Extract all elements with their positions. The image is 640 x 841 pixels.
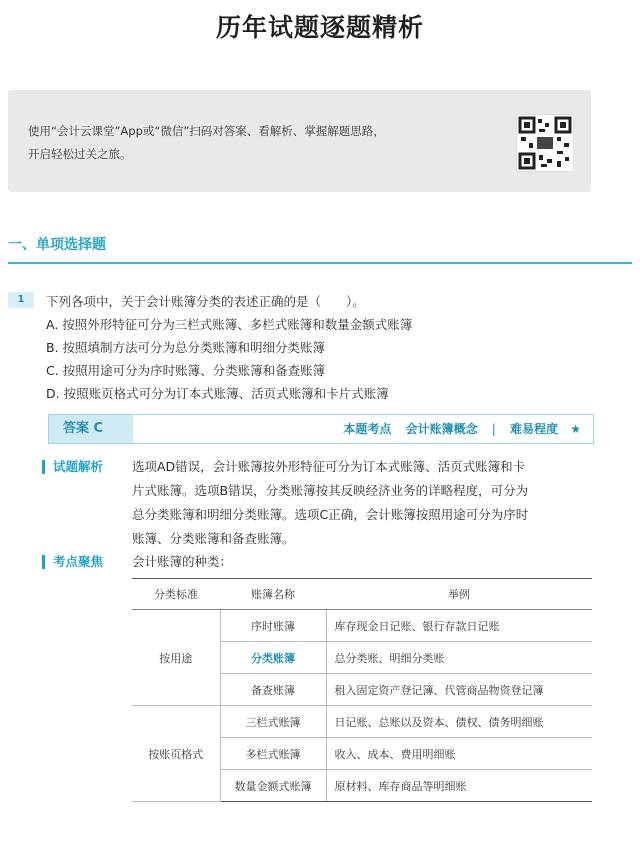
analysis-text bbox=[132, 455, 594, 551]
account-book-types-table bbox=[132, 578, 592, 802]
question-stem: 下列各项中，关于会计账簿分类的表述正确的是（ ）。 bbox=[46, 294, 365, 309]
book-name-cell: 分类账簿 bbox=[220, 642, 326, 674]
option-a: A. 按照外形特征可分为三栏式账簿、多栏式账簿和数量金额式账簿 bbox=[46, 317, 413, 332]
analysis-line: 片式账簿。选项B错误，分类账簿按其反映经济业务的详略程度，可分为 bbox=[132, 483, 529, 498]
option-c: C. 按照用途可分为序时账簿、分类账簿和备查账簿 bbox=[46, 363, 326, 378]
criterion-cell: 按用途 bbox=[132, 610, 220, 706]
criterion-cell: 按账页格式 bbox=[132, 706, 220, 802]
answer-bar bbox=[48, 414, 594, 444]
example-cell: 日记账、总账以及资本、债权、债务明细账 bbox=[326, 706, 592, 738]
intro-box bbox=[8, 90, 591, 192]
example-cell: 总分类账、明细分类账 bbox=[326, 642, 592, 674]
topic-value: 会计账簿概念 bbox=[405, 422, 478, 436]
answer-meta bbox=[343, 415, 581, 443]
book-name-cell: 备查账簿 bbox=[220, 674, 326, 706]
intro-line-2: 开启轻松过关之旅。 bbox=[28, 147, 132, 161]
question-number-badge: 1 bbox=[8, 292, 34, 308]
table-header-row bbox=[132, 579, 592, 610]
header-criterion: 分类标准 bbox=[132, 579, 220, 610]
header-book-name: 账簿名称 bbox=[220, 579, 326, 610]
section-title: 一、单项选择题 bbox=[8, 237, 106, 253]
table-row bbox=[132, 706, 592, 738]
intro-line-1: 使用“会计云课堂”App或“微信”扫码对答案、看解析、掌握解题思路， bbox=[28, 124, 385, 138]
option-d: D. 按照账页格式可分为订本式账簿、活页式账簿和卡片式账簿 bbox=[46, 386, 389, 401]
book-name-cell: 数量金额式账簿 bbox=[220, 770, 326, 802]
book-name-cell: 多栏式账簿 bbox=[220, 738, 326, 770]
analysis-line: 选项AD错误，会计账簿按外形特征可分为订本式账簿、活页式账簿和卡 bbox=[132, 459, 526, 474]
qr-code-icon[interactable] bbox=[516, 114, 574, 172]
example-cell: 租入固定资产登记簿、代管商品物资登记簿 bbox=[326, 674, 592, 706]
key-points-label: 考点聚焦 bbox=[42, 555, 103, 569]
example-cell: 原材料、库存商品等明细账 bbox=[326, 770, 592, 802]
key-points-intro: 会计账簿的种类： bbox=[132, 554, 233, 569]
example-cell: 库存现金日记账、银行存款日记账 bbox=[326, 610, 592, 642]
table-row bbox=[132, 610, 592, 642]
book-name-cell: 三栏式账簿 bbox=[220, 706, 326, 738]
analysis-line: 总分类账簿和明细分类账簿。选项C正确，会计账簿按照用途可分为序时 bbox=[132, 507, 529, 522]
difficulty-star-icon: ★ bbox=[570, 422, 581, 436]
book-name-cell: 序时账簿 bbox=[220, 610, 326, 642]
meta-separator: | bbox=[491, 422, 496, 436]
answer-label: 答案 C bbox=[49, 415, 133, 443]
example-cell: 收入、成本、费用明细账 bbox=[326, 738, 592, 770]
page-title: 历年试题逐题精析 bbox=[215, 13, 424, 42]
header-example: 举例 bbox=[326, 579, 592, 610]
intro-text bbox=[28, 120, 498, 166]
topic-label: 本题考点 bbox=[343, 422, 392, 436]
analysis-line: 账簿、分类账簿和备查账簿。 bbox=[132, 531, 295, 546]
difficulty-label: 难易程度 bbox=[510, 422, 559, 436]
option-b: B. 按照填制方法可分为总分类账簿和明细分类账簿 bbox=[46, 340, 326, 355]
analysis-label: 试题解析 bbox=[42, 460, 103, 474]
section-divider bbox=[8, 262, 632, 264]
